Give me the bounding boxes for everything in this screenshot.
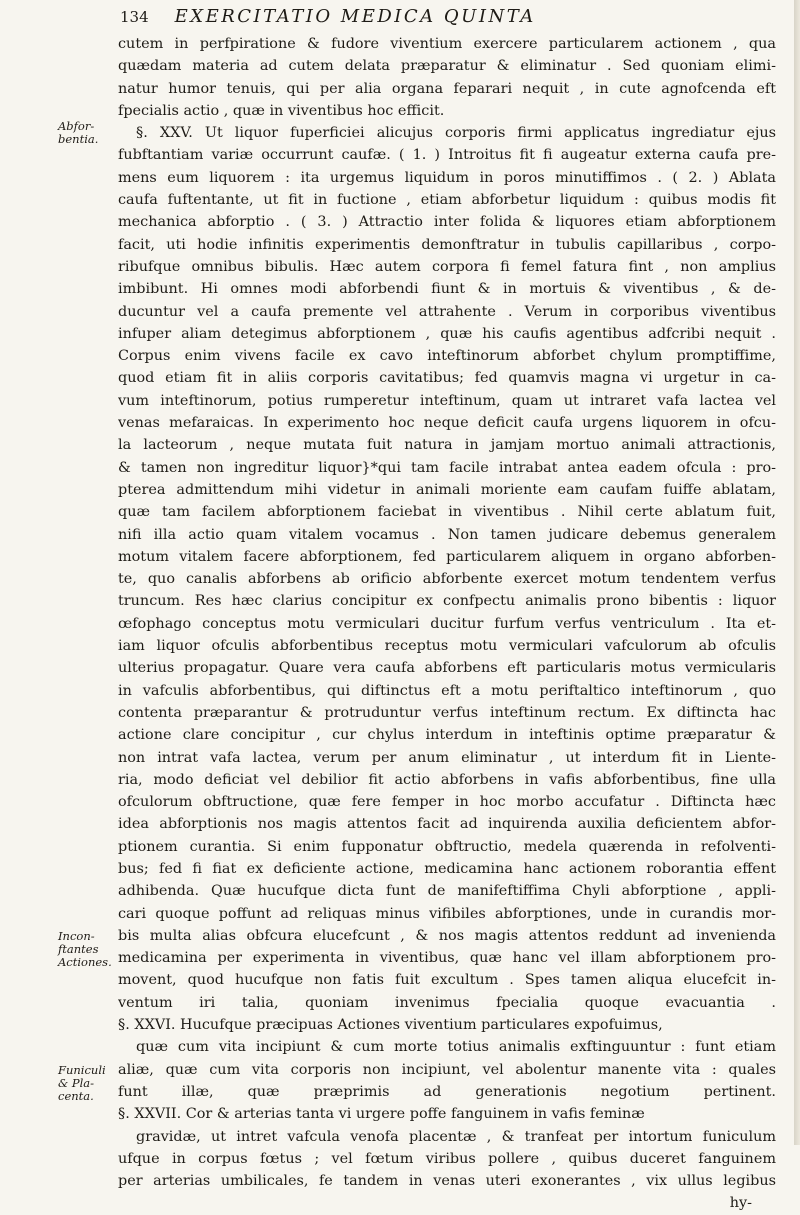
text-line: non intrat vafa lactea, verum per anum eliminatur , ut interdum fit in Liente- [118,749,776,766]
text-line: bis multa alias obfcura elucefcunt , & nos magis attentos reddunt ad invenienda [118,927,776,944]
text-line: in vafculis abforbentibus, qui diftinctus eft a motu periftaltico inteftinorum , quo [118,682,776,699]
text-line: idea abforptionis nos magis attentos facit ad inquirenda auxilia deficientem abfor- [118,816,776,833]
margin-note-funiculi [58,1064,116,1103]
text-line: ulterius propagatur. Quare vera caufa abforbens eft particularis motus vermicularis [118,660,776,677]
margin-note-inconstantes [58,930,116,969]
margin-note-absorbentia [58,120,116,146]
text-line: ufque in corpus fœtus ; vel fœtum viribus pollere , quibus duceret fanguinem [118,1150,776,1167]
margin-note-text: Incon- ftantes Actiones. [58,929,112,969]
text-line: caufa fuftentante, ut fit in fuctione , etiam abforbetur liquidum : quibus modis fit [118,192,776,209]
text-line: natur humor tenuis, qui per alia organa feparari nequit , in cute agnofcenda eft [118,80,776,97]
text-line: §. XXVII. Cor & arterias tanta vi urgere poffe fanguinem in vafis feminæ [118,1106,645,1123]
text-line: gravidæ, ut intret vafcula venofa placentæ , & tranfeat per intortum funiculum [136,1128,776,1145]
body-text [118,33,776,1215]
text-line: §. XXVI. Hucufque præcipuas Actiones viventium particulares expofuimus, [118,1017,663,1034]
page-edge [794,0,800,1145]
text-line: ptionem curantia. Si enim fupponatur obftructio, medela quærenda in refolventi- [118,838,776,855]
text-line: §. XXV. Ut liquor fuperficiei alicujus corporis firmi applicatus ingrediatur ejus [136,125,776,142]
page-header [120,6,740,34]
text-line: Corpus enim vivens facile ex cavo inteftinorum abforbet chylum promptiffime, [118,348,776,365]
text-line: medicamina per experimenta in viventibus, quæ hanc vel illam abforptionem pro- [118,950,776,967]
text-line: bus; fed fi fiat ex deficiente actione, medicamina hanc actionem roborantia effent [118,860,776,877]
margin-note-text: Funiculi & Pla- centa. [58,1063,106,1103]
text-line: fpecialis actio , quæ in viventibus hoc efficit. [118,102,445,119]
text-line: funt illæ, quæ præprimis ad generationis negotium pertinent. [118,1083,776,1100]
text-line: mens eum liquorem : ita urgemus liquidum in poros minutiffimos . ( 2. ) Ablata [118,169,776,186]
text-line: ducuntur vel a caufa premente vel attrahente . Verum in corporibus viventibus [118,303,776,320]
text-line: ofculorum obftructione, quæ fere femper in hoc morbo accufatur . Diftincta hæc [118,794,776,811]
text-line: vum inteftinorum, potius rumperetur inteftinum, quam ut intraret vafa lactea vel [118,392,776,409]
text-line: & tamen non ingreditur liquor}*qui tam facile intrabat antea eadem ofcula : pro- [118,459,776,476]
text-line: quod etiam fit in aliis corporis cavitatibus; fed quamvis magna vi urgetur in ca- [118,370,776,387]
text-line: imbibunt. Hi omnes modi abforbendi fiunt & in mortuis & viventibus , & de- [118,281,776,298]
text-line: aliæ, quæ cum vita corporis non incipiunt, vel abolentur manente vita : quales [118,1061,776,1078]
text-line: iam liquor ofculis abforbentibus receptus motu vermiculari vafculorum ab ofculis [118,638,776,655]
text-line: per arterias umbilicales, fe tandem in venas uteri exonerantes , vix ullus legibus [118,1173,776,1190]
text-line: quædam materia ad cutem delata præparatur & eliminatur . Sed quoniam elimi- [118,58,776,75]
running-title: EXERCITATIO MEDICA QUINTA [174,6,536,27]
margin-note-text: Abfor- bentia. [58,119,99,146]
text-line: nifi illa actio quam vitalem vocamus . Non tamen judicare debemus generalem [118,526,776,543]
text-line: quæ tam facilem abforptionem faciebat in viventibus . Nihil certe ablatum fuit, [118,504,776,521]
text-line: mechanica abforptio . ( 3. ) Attractio inter folida & liquores etiam abforptionem [118,214,776,231]
text-line: movent, quod hucufque non fatis fuit excultum . Spes tamen aliqua elucefcit in- [118,972,776,989]
text-line: venas mefaraicas. In experimento hoc neque deficit caufa urgens liquorem in ofcu- [118,415,776,432]
text-line: fubftantiam variæ occurrunt caufæ. ( 1. ) Introitus fit fi augeatur externa caufa pre- [118,147,776,164]
page-number: 134 [120,8,149,26]
text-line: adhibenda. Quæ hucufque dicta funt de manifeftiffima Chyli abforptione , appli- [118,883,776,900]
text-line: ventum iri talia, quoniam invenimus fpecialia quoque evacuantia . [118,994,776,1011]
text-line: la lacteorum , neque mutata fuit natura in jamjam mortuo animali attractionis, [118,437,776,454]
text-line: cutem in perfpiratione & fudore viventium exercere particularem actionem , qua [118,36,776,52]
text-line: motum vitalem facere abforptionem, fed particularem aliquem in organo abforben- [118,548,776,565]
text-line: te, quo canalis abforbens ab orificio abforbente exercet motum tendentem verfus [118,571,776,588]
text-line: facit, uti hodie infinitis experimentis demonftratur in tubulis capillaribus , corpo- [118,236,776,253]
text-line: ribufque omnibus bibulis. Hæc autem corpora fi femel fatura fint , non amplius [118,258,776,275]
text-line: pterea admittendum mihi videtur in animali moriente eam caufam fuiffe ablatam, [118,481,776,498]
text-line: ria, modo deficiat vel debilior fit actio abforbens in vafis abforbentibus, fine ulla [118,771,776,788]
text-line: truncum. Res hæc clarius concipitur ex confpectu animalis prono bibentis : liquor [118,593,776,610]
text-line: hy- [729,1195,752,1212]
text-line: cari quoque poffunt ad reliquas minus vifibiles abforptiones, unde in curandis mor- [118,905,776,922]
text-line: quæ cum vita incipiunt & cum morte totius animalis exftinguuntur : funt etiam [136,1039,776,1056]
text-line: œfophago conceptus motu vermiculari ducitur furfum verfus ventriculum . Ita et- [118,615,776,632]
text-line: infuper aliam detegimus abforptionem , quæ his caufis agentibus adfcribi nequit . [118,325,776,342]
text-line: actione clare concipitur , cur chylus interdum in inteftinis optime præparatur & [118,727,776,744]
text-line: contenta præparantur & protruduntur verfus inteftinum rectum. Ex diftincta hac [118,704,776,721]
